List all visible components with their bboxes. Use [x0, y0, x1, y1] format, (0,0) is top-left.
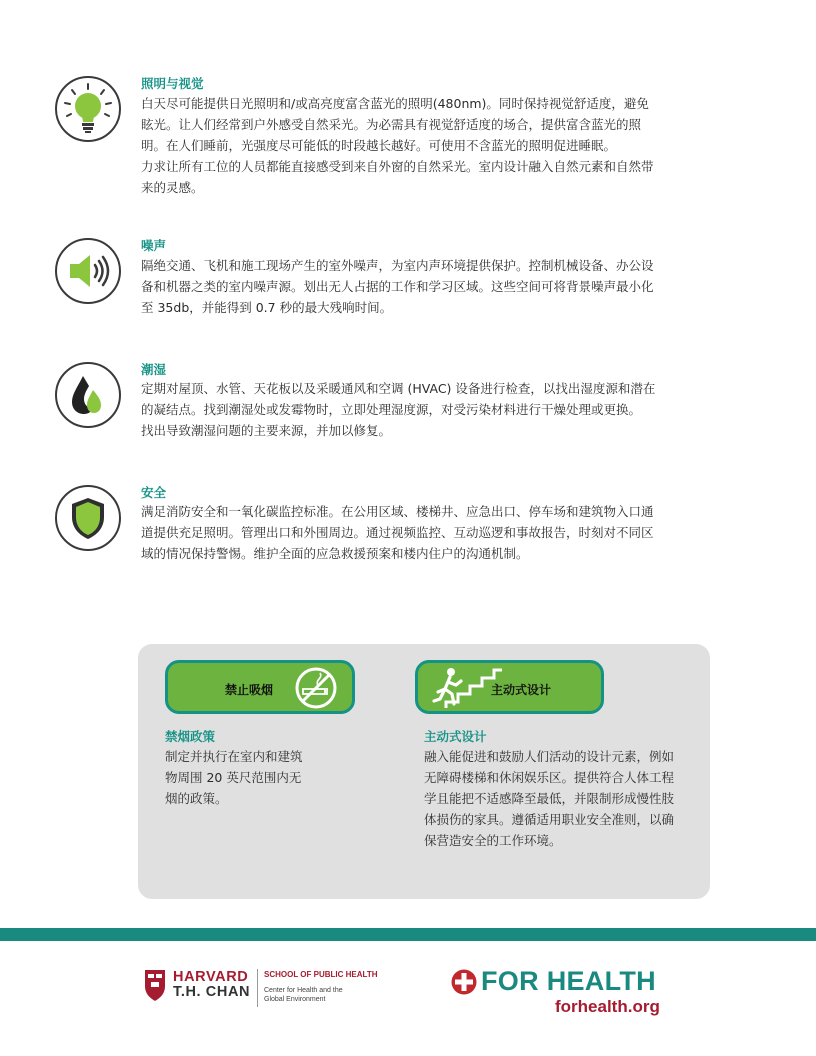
body-line: 备和机器之类的室内噪声源。划出无人占据的工作和学习区域。这些空间可将背景噪声最小化: [141, 279, 654, 294]
center-line1: Center for Health and the: [264, 987, 343, 994]
body-line: 明。在人们睡前，光强度尽可能低的时段越长越好。可使用不含蓝光的照明促进睡眠。: [141, 138, 617, 153]
body-line: 来的灵感。: [141, 180, 204, 195]
body-line: 定期对屋顶、水管、天花板以及采暖通风和空调 (HVAC) 设备进行检查，以找出湿度源和潜在: [141, 381, 656, 396]
no-smoking-title: 禁烟政策: [165, 729, 216, 744]
body-line: 白天尽可能提供日光照明和/或高亮度富含蓝光的照明(480nm)。同时保持视觉舒适度，避免: [141, 96, 649, 111]
body-line: 无障碍楼梯和休闲娱乐区。提供符合人体工程: [424, 770, 675, 785]
body-line: 道提供充足照明。管理出口和外围周边。通过视频监控、互动巡逻和事故报告，时刻对不同区: [141, 525, 654, 540]
footer-divider: [257, 969, 258, 1007]
active-design-title: 主动式设计: [424, 729, 487, 744]
section-body: [141, 501, 691, 564]
center-line2: Global Environment: [264, 996, 326, 1003]
section-body: [141, 378, 691, 441]
body-line: 物周围 20 英尺范围内无: [165, 770, 302, 785]
section-body: [141, 93, 691, 198]
no-smoking-badge-label: 禁止吸烟: [225, 683, 274, 697]
forhealth-wordmark: FOR HEALTH: [481, 966, 656, 996]
body-line: 烟的政策。: [165, 791, 228, 806]
center-name: [264, 986, 343, 1004]
section-title: 照明与视觉: [141, 76, 204, 91]
body-line: 满足消防安全和一氧化碳监控标准。在公用区域、楼梯井、应急出口、停车场和建筑物入口通: [141, 504, 654, 519]
active-design-body: [424, 746, 674, 851]
body-line: 学且能把不适感降至最低，并限制形成慢性肢: [424, 791, 675, 806]
harvard-line2: T.H. CHAN: [173, 984, 251, 1000]
active-design-badge-label: 主动式设计: [491, 683, 552, 697]
body-line: 的凝结点。找到潮湿处或发霉物时，立即处理湿度源，对受污染材料进行干燥处理或更换。: [141, 402, 642, 417]
no-smoking-badge: [165, 660, 355, 714]
body-line: 融入能促进和鼓励人们活动的设计元素，例如: [424, 749, 675, 764]
body-line: 至 35db，并能得到 0.7 秒的最大残响时间。: [141, 300, 393, 315]
body-line: 隔绝交通、飞机和施工现场产生的室外噪声，为室内声环境提供保护。控制机械设备、办公设: [141, 258, 654, 273]
body-line: 保营造安全的工作环境。: [424, 833, 562, 848]
harvard-wordmark: [173, 970, 250, 1000]
footer: [0, 960, 816, 1030]
no-smoking-body: [165, 746, 303, 809]
body-line: 找出导致潮湿问题的主要来源，并加以修复。: [141, 423, 392, 438]
no-smoking-icon: [294, 666, 338, 710]
school-name: SCHOOL OF PUBLIC HEALTH: [264, 970, 378, 979]
health-cross-icon: [451, 969, 477, 995]
section-body: [141, 255, 691, 318]
forhealth-url: forhealth.org: [555, 997, 660, 1016]
body-line: 制定并执行在室内和建筑: [165, 749, 303, 764]
harvard-shield-icon: [143, 968, 167, 1002]
body-line: 眩光。让人们经常到户外感受自然采光。为必需具有视觉舒适度的场合，提供富含蓝光的照: [141, 117, 642, 132]
body-line: 域的情况保持警惕。维护全面的应急救援预案和楼内住户的沟通机制。: [141, 546, 529, 561]
section-title: 潮湿: [141, 362, 167, 377]
speaker-icon: [55, 238, 121, 304]
shield-icon: [55, 485, 121, 551]
body-line: 力求让所有工位的人员都能直接感受到来自外窗的自然采光。室内设计融入自然元素和自然带: [141, 159, 654, 174]
section-title: 安全: [141, 485, 167, 500]
body-line: 体损伤的家具。遵循适用职业安全准则，以确: [424, 812, 675, 827]
footer-divider-bar: [0, 928, 816, 941]
water-drops-icon: [55, 362, 121, 428]
active-design-badge: [415, 660, 604, 714]
harvard-line1: HARVARD: [173, 969, 249, 985]
lightbulb-icon: [55, 76, 121, 142]
section-title: 噪声: [141, 238, 167, 253]
